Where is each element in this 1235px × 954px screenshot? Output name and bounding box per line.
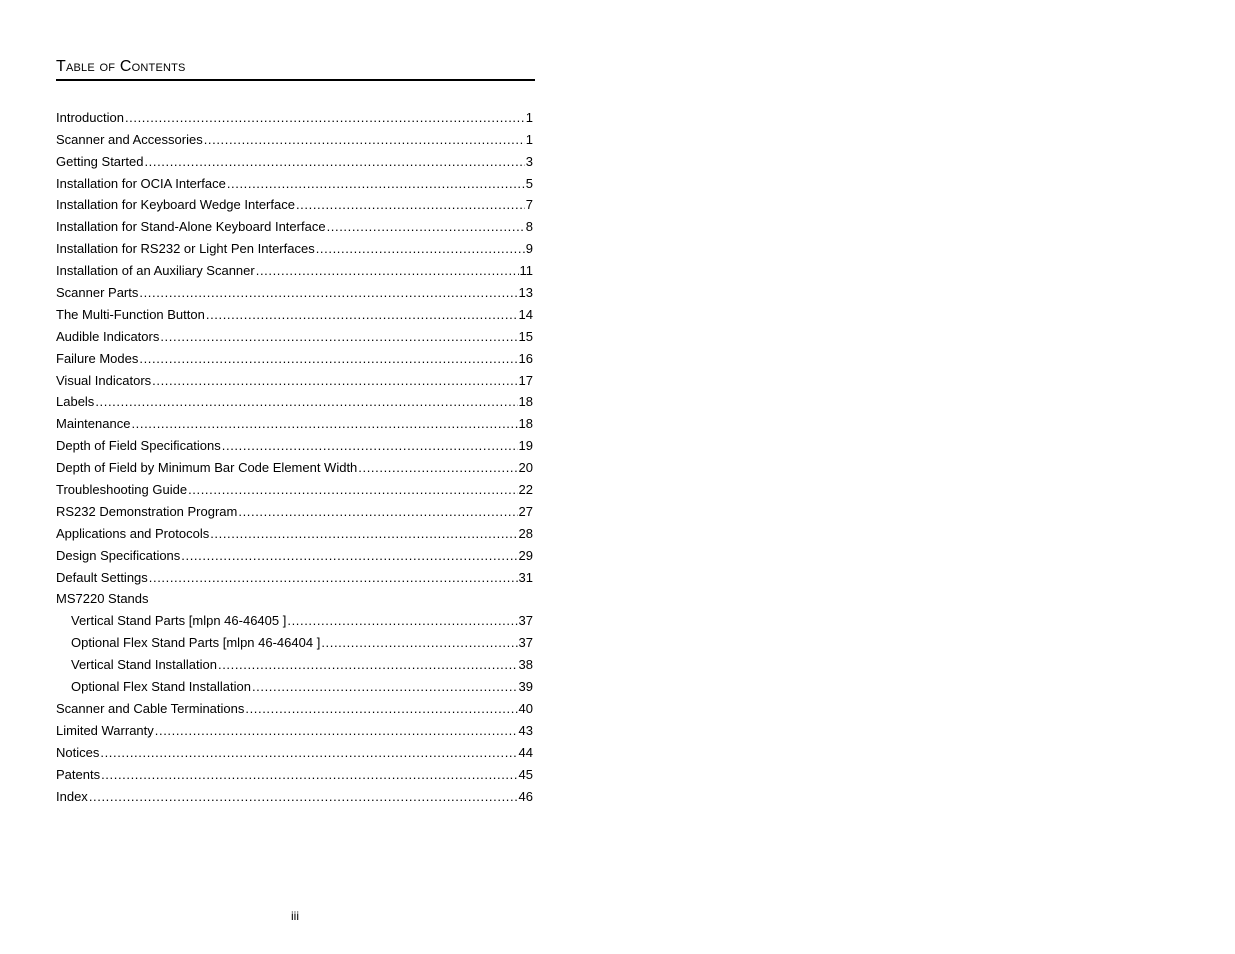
dot-leader	[100, 743, 517, 763]
toc-entry[interactable]	[56, 150, 533, 172]
toc-entry-page: 38	[518, 657, 533, 673]
toc-entry[interactable]	[56, 456, 533, 478]
toc-entry-title: Vertical Stand Parts [mlpn 46-46405 ]	[71, 613, 287, 629]
toc-entry-title: Depth of Field by Minimum Bar Code Element Width	[56, 460, 358, 476]
toc-entry-page: 28	[518, 525, 533, 541]
toc-entry[interactable]	[56, 785, 533, 807]
toc-entry-title: MS7220 Stands	[56, 591, 149, 607]
dot-leader	[160, 327, 517, 347]
toc-entry-title: Scanner and Cable Terminations	[56, 700, 245, 716]
dot-leader	[321, 633, 517, 653]
toc-entry[interactable]	[56, 763, 533, 785]
toc-entry-title: Audible Indicators	[56, 328, 160, 344]
dot-leader	[227, 174, 525, 194]
toc-entry-page: 18	[518, 394, 533, 410]
toc-entry[interactable]	[56, 281, 533, 303]
dot-leader	[256, 261, 519, 281]
toc-entry[interactable]	[56, 106, 533, 128]
toc-entry-page: 1	[525, 109, 533, 125]
toc-heading: Table of Contents	[56, 57, 535, 81]
dot-leader	[188, 480, 517, 500]
toc-entry-page: 46	[518, 788, 533, 804]
toc-entry-title: Applications and Protocols	[56, 525, 210, 541]
toc-entry-title: Default Settings	[56, 569, 148, 585]
toc-entry-title: RS232 Demonstration Program	[56, 503, 238, 519]
toc-entry-title: Patents	[56, 766, 101, 782]
toc-entry-title: Installation for Stand-Alone Keyboard Interface	[56, 219, 326, 235]
toc-entry-title: Scanner and Accessories	[56, 131, 203, 147]
toc-entry-page: 14	[518, 306, 533, 322]
toc-entry[interactable]	[56, 653, 533, 675]
toc-entry-page: 15	[518, 328, 533, 344]
toc-entry[interactable]	[56, 128, 533, 150]
dot-leader	[125, 108, 525, 128]
toc-entry-page: 11	[519, 263, 533, 279]
toc-entry[interactable]	[56, 215, 533, 237]
toc-entry-page: 20	[518, 460, 533, 476]
toc-entry[interactable]	[56, 522, 533, 544]
toc-entry-title: Visual Indicators	[56, 372, 152, 388]
toc-entry[interactable]	[56, 566, 533, 588]
toc-entry[interactable]	[56, 719, 533, 741]
toc-entry-page: 29	[518, 547, 533, 563]
dot-leader	[149, 568, 518, 588]
toc-entry[interactable]	[56, 478, 533, 500]
toc-entry-title: Design Specifications	[56, 547, 181, 563]
toc-entry-page: 27	[518, 503, 533, 519]
toc-entry-page: 7	[525, 197, 533, 213]
toc-entry-page: 43	[518, 722, 533, 738]
toc-entry-page: 39	[518, 679, 533, 695]
toc-entry-page: 22	[518, 482, 533, 498]
toc-entry[interactable]	[56, 369, 533, 391]
toc-entry-title: Maintenance	[56, 416, 131, 432]
dot-leader	[89, 787, 518, 807]
toc-entry[interactable]	[56, 697, 533, 719]
dot-leader	[218, 655, 518, 675]
dot-leader	[155, 721, 518, 741]
toc-entry-page: 17	[518, 372, 533, 388]
dot-leader	[327, 217, 525, 237]
toc-entry[interactable]	[56, 391, 533, 413]
toc-entry[interactable]	[56, 412, 533, 434]
toc-entry-page: 18	[518, 416, 533, 432]
toc-entry[interactable]	[56, 347, 533, 369]
dot-leader	[316, 239, 525, 259]
toc-entry[interactable]	[56, 631, 533, 653]
toc-entry-title: Optional Flex Stand Installation	[71, 679, 251, 695]
dot-leader	[101, 765, 517, 785]
dot-leader	[139, 349, 517, 369]
toc-entry[interactable]	[56, 675, 533, 697]
toc-entry-title: Installation for OCIA Interface	[56, 175, 226, 191]
toc-entry[interactable]	[56, 237, 533, 259]
toc-entry-title: Installation of an Auxiliary Scanner	[56, 263, 255, 279]
toc-entry-title: Labels	[56, 394, 95, 410]
toc-entry-title: Depth of Field Specifications	[56, 438, 221, 454]
toc-entry-page: 3	[525, 153, 533, 169]
toc-entry-title: Installation for RS232 or Light Pen Interfaces	[56, 241, 315, 257]
dot-leader	[206, 305, 518, 325]
toc-entry[interactable]	[56, 325, 533, 347]
toc-entry[interactable]	[56, 609, 533, 631]
toc-entry-title: Index	[56, 788, 88, 804]
toc-entry-title: Introduction	[56, 109, 124, 125]
toc-entry-title: Installation for Keyboard Wedge Interface	[56, 197, 295, 213]
toc-entry-page: 19	[518, 438, 533, 454]
page-number: iii	[291, 909, 299, 923]
toc-entry[interactable]	[56, 500, 533, 522]
toc-entry[interactable]	[56, 434, 533, 456]
toc-entry-page: 13	[518, 285, 533, 301]
toc-entry-title: Vertical Stand Installation	[71, 657, 217, 673]
toc-entry-page: 45	[518, 766, 533, 782]
toc-entry-title: Optional Flex Stand Parts [mlpn 46-46404 ]	[71, 635, 321, 651]
toc-entry-page: 37	[518, 635, 533, 651]
toc-entry-title: Limited Warranty	[56, 722, 154, 738]
toc-entry-title: Getting Started	[56, 153, 144, 169]
toc-entry-page: 40	[518, 700, 533, 716]
toc-entry-title: Scanner Parts	[56, 285, 139, 301]
toc-entry-page: 31	[518, 569, 533, 585]
toc-list	[56, 106, 533, 807]
toc-entry-title: The Multi-Function Button	[56, 306, 205, 322]
dot-leader	[252, 677, 518, 697]
toc-entry-page: 8	[525, 219, 533, 235]
dot-leader	[287, 611, 517, 631]
toc-entry-title: Notices	[56, 744, 100, 760]
toc-entry[interactable]	[56, 259, 533, 281]
toc-entry[interactable]	[56, 194, 533, 216]
toc-entry-title: Failure Modes	[56, 350, 139, 366]
dot-leader	[181, 546, 517, 566]
dot-leader	[296, 195, 525, 215]
dot-leader	[358, 458, 517, 478]
toc-entry-page: 16	[518, 350, 533, 366]
toc-entry[interactable]	[56, 588, 533, 610]
toc-entry-page: 9	[525, 241, 533, 257]
toc-entry-page: 1	[525, 131, 533, 147]
dot-leader	[152, 371, 517, 391]
toc-entry-page: 37	[518, 613, 533, 629]
dot-leader	[139, 283, 517, 303]
dot-leader	[131, 414, 517, 434]
dot-leader	[222, 436, 518, 456]
dot-leader	[245, 699, 517, 719]
dot-leader	[210, 524, 517, 544]
toc-entry-page: 5	[525, 175, 533, 191]
dot-leader	[238, 502, 517, 522]
toc-entry[interactable]	[56, 303, 533, 325]
toc-entry-title: Troubleshooting Guide	[56, 482, 188, 498]
toc-entry[interactable]	[56, 544, 533, 566]
toc-entry-page: 44	[518, 744, 533, 760]
toc-entry[interactable]	[56, 741, 533, 763]
dot-leader	[144, 152, 524, 172]
dot-leader	[95, 392, 517, 412]
dot-leader	[204, 130, 525, 150]
toc-entry[interactable]	[56, 172, 533, 194]
